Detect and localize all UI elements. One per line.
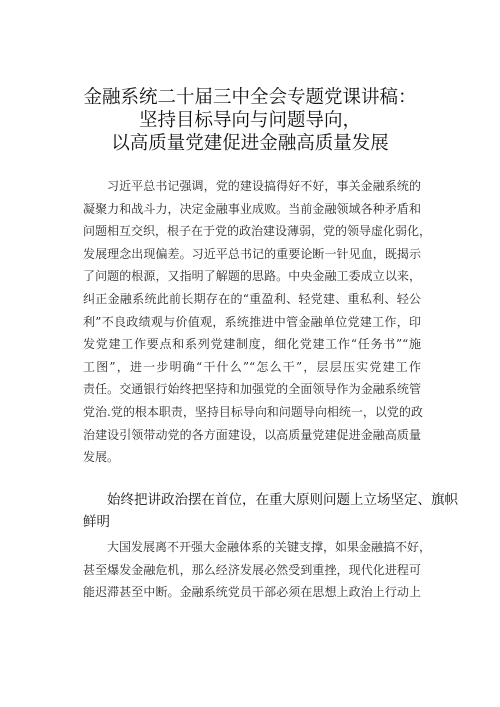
paragraph-line: 甚至爆发金融危机，那么经济发展必然受到重挫，现代化进程可 <box>83 562 421 577</box>
title-line-3: 以高质量党建促进金融高质量发展 <box>111 133 389 154</box>
body-paragraph-2 <box>83 536 432 604</box>
paragraph-line: 习近平总书记强调，党的建设搞得好不好，事关金融系统的 <box>107 179 421 193</box>
paragraph-line: 了问题的根源，又指明了解题的思路。中央金融工委成立以来， <box>83 269 421 284</box>
paragraph-line: 能迟滞甚至中断。金融系统党员干部必须在思想上政治上行动上 <box>83 585 421 600</box>
document-title <box>60 86 440 155</box>
paragraph-line: 责任。交通银行始终把坚持和加强党的全面领导作为金融系统管 <box>83 382 421 397</box>
paragraph-line: 凝聚力和战斗力，决定金融事业成败。当前金融领域各种矛盾和 <box>83 201 421 216</box>
paragraph-line: 发党建工作要点和系列党建制度，细化党建工作“任务书”“施 <box>83 337 421 352</box>
paragraph-line: 大国发展离不开强大金融体系的关键支撑，如果金融搞不好， <box>107 540 432 554</box>
paragraph-line: 纠正金融系统此前长期存在的“重盈利、轻党建、重私利、轻公 <box>83 291 421 306</box>
paragraph-line: 利”不良政绩观与价值观，系统推进中管金融单位党建工作，印 <box>83 314 421 329</box>
section-heading <box>83 489 458 533</box>
heading-line-1: 始终把讲政治摆在首位，在重大原则问题上立场坚定、旗帜 <box>107 492 458 508</box>
title-line-2: 坚持目标导向与问题导向， <box>138 110 361 131</box>
body-paragraph-1 <box>83 175 432 469</box>
paragraph-line: 工图”，进一步明确“干什么”“怎么干”，层层压实党建工作 <box>83 359 421 374</box>
heading-line-2: 鲜明 <box>83 514 110 530</box>
paragraph-line: 治建设引领带动党的各方面建设，以高质量党建促进金融高质量 <box>83 427 421 442</box>
paragraph-line: 发展理念出现偏差。习近平总书记的重要论断一针见血，既揭示 <box>83 246 421 261</box>
paragraph-line: 问题相互交织，根子在于党的政治建设薄弱，党的领导虚化弱化， <box>83 224 432 239</box>
paragraph-line: 发展。 <box>83 450 120 465</box>
title-line-1: 金融系统二十届三中全会专题党课讲稿： <box>83 87 417 108</box>
paragraph-line: 党治.党的根本职责，坚持目标导向和问题导向相统一，以党的政 <box>83 404 423 419</box>
